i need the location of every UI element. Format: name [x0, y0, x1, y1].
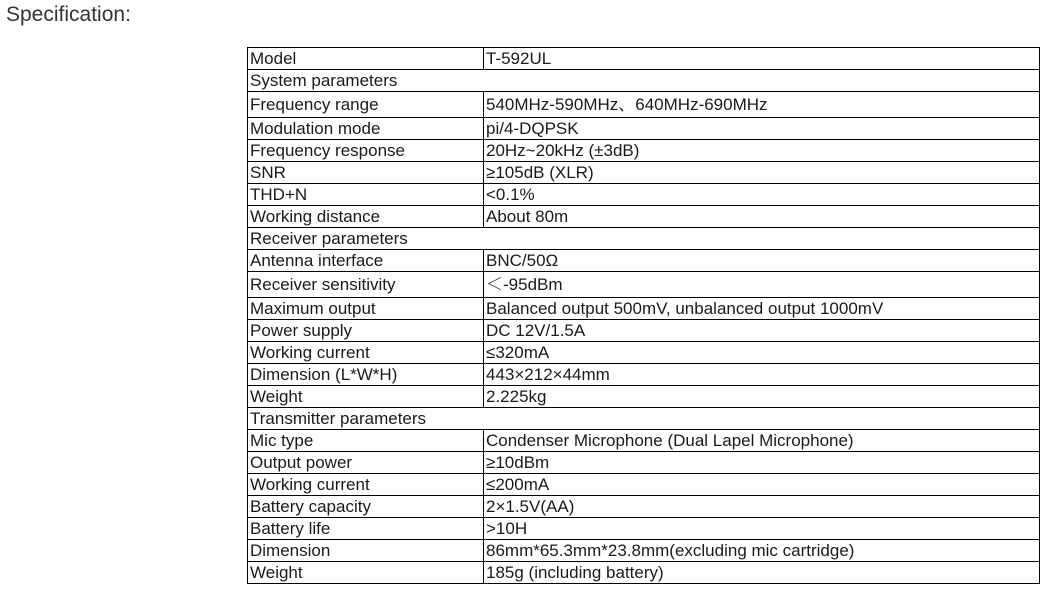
spec-value: 86mm*65.3mm*23.8mm(excluding mic cartridge)	[484, 540, 1040, 562]
spec-value: ≤200mA	[484, 474, 1040, 496]
spec-label: Working current	[248, 474, 484, 496]
table-row	[248, 496, 1040, 518]
spec-label: Power supply	[248, 320, 484, 342]
spec-value: 443×212×44mm	[484, 364, 1040, 386]
table-row	[248, 562, 1040, 584]
spec-label: Modulation mode	[248, 118, 484, 140]
section-header-receiver	[248, 228, 1040, 250]
spec-value: pi/4-DQPSK	[484, 118, 1040, 140]
table-row	[248, 474, 1040, 496]
table-row	[248, 140, 1040, 162]
spec-label: Frequency response	[248, 140, 484, 162]
spec-value: 20Hz~20kHz (±3dB)	[484, 140, 1040, 162]
section-title: System parameters	[248, 70, 1040, 92]
table-row	[248, 162, 1040, 184]
spec-label: Output power	[248, 452, 484, 474]
table-row	[248, 118, 1040, 140]
spec-label: Weight	[248, 562, 484, 584]
section-header-transmitter	[248, 408, 1040, 430]
spec-value: 2×1.5V(AA)	[484, 496, 1040, 518]
table-row	[248, 320, 1040, 342]
spec-value: 2.225kg	[484, 386, 1040, 408]
spec-label: Battery life	[248, 518, 484, 540]
table-row	[248, 298, 1040, 320]
spec-value: ≤320mA	[484, 342, 1040, 364]
table-row	[248, 518, 1040, 540]
spec-value: ≥10dBm	[484, 452, 1040, 474]
table-row	[248, 386, 1040, 408]
table-row	[248, 206, 1040, 228]
spec-value: ＜-95dBm	[484, 272, 1040, 298]
table-row	[248, 430, 1040, 452]
spec-value: BNC/50Ω	[484, 250, 1040, 272]
spec-label: Battery capacity	[248, 496, 484, 518]
spec-label: THD+N	[248, 184, 484, 206]
table-row	[248, 250, 1040, 272]
spec-value: 540MHz-590MHz、640MHz-690MHz	[484, 92, 1040, 118]
table-row	[248, 540, 1040, 562]
section-title: Receiver parameters	[248, 228, 1040, 250]
spec-value: >10H	[484, 518, 1040, 540]
table-row	[248, 342, 1040, 364]
spec-value: T-592UL	[484, 48, 1040, 70]
spec-label: Maximum output	[248, 298, 484, 320]
spec-label: Model	[248, 48, 484, 70]
spec-value: DC 12V/1.5A	[484, 320, 1040, 342]
table-row	[248, 92, 1040, 118]
spec-value: About 80m	[484, 206, 1040, 228]
spec-label: Dimension	[248, 540, 484, 562]
spec-value: <0.1%	[484, 184, 1040, 206]
spec-label: Mic type	[248, 430, 484, 452]
spec-value: Condenser Microphone (Dual Lapel Microphone)	[484, 430, 1040, 452]
spec-value: Balanced output 500mV, unbalanced output 1000mV	[484, 298, 1040, 320]
table-row	[248, 452, 1040, 474]
table-row-model	[248, 48, 1040, 70]
page-heading: Specification:	[6, 3, 131, 26]
spec-label: Dimension (L*W*H)	[248, 364, 484, 386]
table-row	[248, 272, 1040, 298]
spec-label: Antenna interface	[248, 250, 484, 272]
specification-table	[247, 47, 1040, 584]
spec-value: 185g (including battery)	[484, 562, 1040, 584]
spec-label: Working current	[248, 342, 484, 364]
spec-label: Working distance	[248, 206, 484, 228]
spec-label: SNR	[248, 162, 484, 184]
section-title: Transmitter parameters	[248, 408, 1040, 430]
spec-label: Frequency range	[248, 92, 484, 118]
table-row	[248, 364, 1040, 386]
spec-value: ≥105dB (XLR)	[484, 162, 1040, 184]
spec-label: Receiver sensitivity	[248, 272, 484, 298]
section-header-system	[248, 70, 1040, 92]
table-row	[248, 184, 1040, 206]
spec-label: Weight	[248, 386, 484, 408]
